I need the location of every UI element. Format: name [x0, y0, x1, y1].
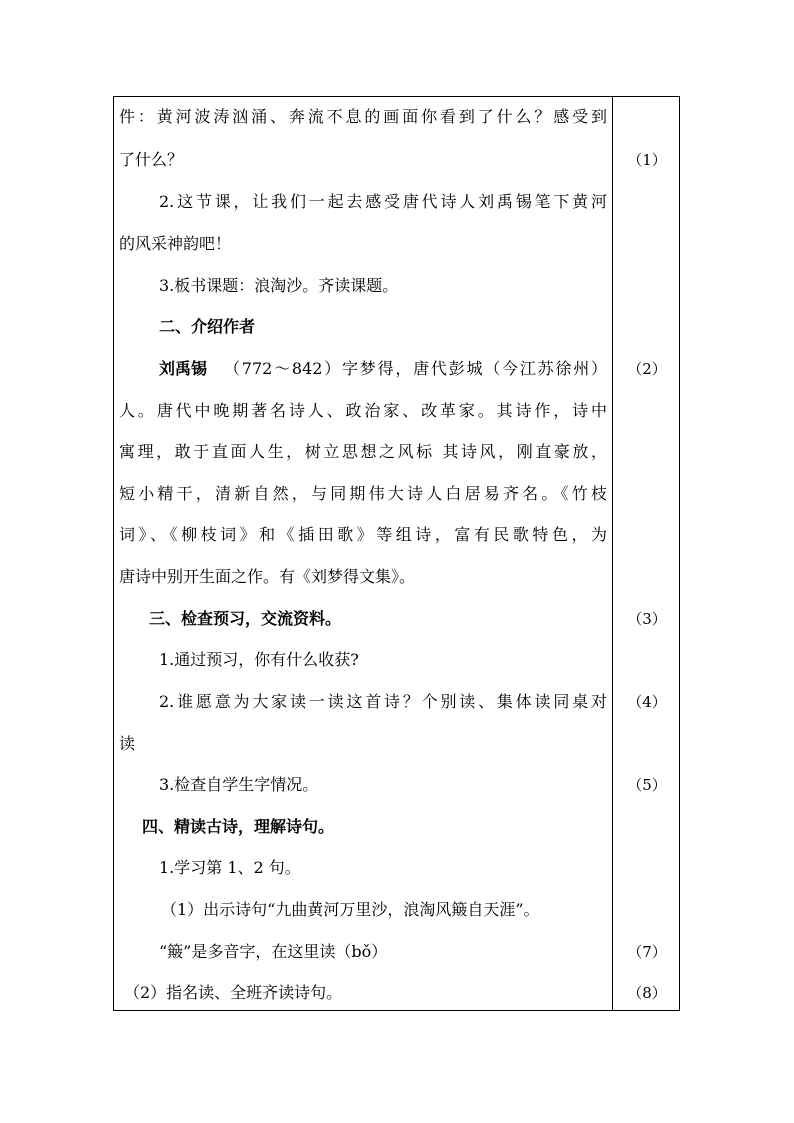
step-number: （5） — [627, 776, 667, 794]
text-line: 短小精干，清新自然，与同期伟大诗人白居易齐名。《竹枝 — [119, 484, 607, 503]
lesson-table — [113, 96, 680, 1011]
text-line: 1.学习第 1、2 句。 — [159, 858, 301, 877]
text-line: 唐诗中别开生面之作。有《刘梦得文集》。 — [119, 567, 416, 586]
step-number: （2） — [627, 360, 667, 378]
text-line: 1.通过预习，你有什么收获? — [159, 650, 359, 669]
section-heading: 三、检查预习，交流资料。 — [149, 609, 342, 628]
text-line: 读 — [119, 734, 136, 753]
step-number: （3） — [627, 610, 667, 628]
step-number: （4） — [627, 693, 667, 711]
step-number: （7） — [627, 943, 667, 961]
text-line: 3.板书课题：浪淘沙。齐读课题。 — [159, 276, 399, 295]
step-number: （8） — [627, 984, 667, 1002]
text-line: 人。唐代中晚期著名诗人、政治家、改革家。其诗作，诗中 — [119, 401, 607, 420]
text-line: （2）指名读、全班齐读诗句。 — [124, 983, 343, 1002]
section-heading: 四、精读古诗，理解诗句。 — [142, 817, 335, 836]
text-line: 3.检查自学生字情况。 — [159, 775, 319, 794]
text-line: 寓理，敢于直面人生，树立思想之风标 其诗风，刚直豪放， — [119, 442, 607, 461]
text-line: 件：黄河波涛汹涌、奔流不息的画面你看到了什么？感受到 — [119, 107, 607, 126]
text-line: 的风采神韵吧！ — [119, 234, 232, 253]
step-number: （1） — [627, 151, 667, 169]
author-name: 刘禹锡 — [159, 359, 208, 378]
text-line: 2.这节课，让我们一起去感受唐代诗人刘禹锡笔下黄河 — [159, 192, 607, 211]
text-line: （772～842）字梦得，唐代彭城（今江苏徐州） — [224, 359, 607, 378]
text-line: 词》、《柳枝词》和《插田歌》等组诗，富有民歌特色，为 — [119, 525, 607, 544]
text-line: “簸”是多音字，在这里读（bǒ） — [159, 942, 388, 961]
text-line: 2.谁愿意为大家读一读这首诗？个别读、集体读同桌对 — [159, 692, 607, 711]
text-line: 了什么？ — [119, 150, 184, 169]
section-heading: 二、介绍作者 — [159, 317, 256, 336]
text-line: （1）出示诗句“九曲黄河万里沙，浪淘风簸自天涯”。 — [161, 900, 540, 919]
column-divider — [612, 97, 613, 1010]
